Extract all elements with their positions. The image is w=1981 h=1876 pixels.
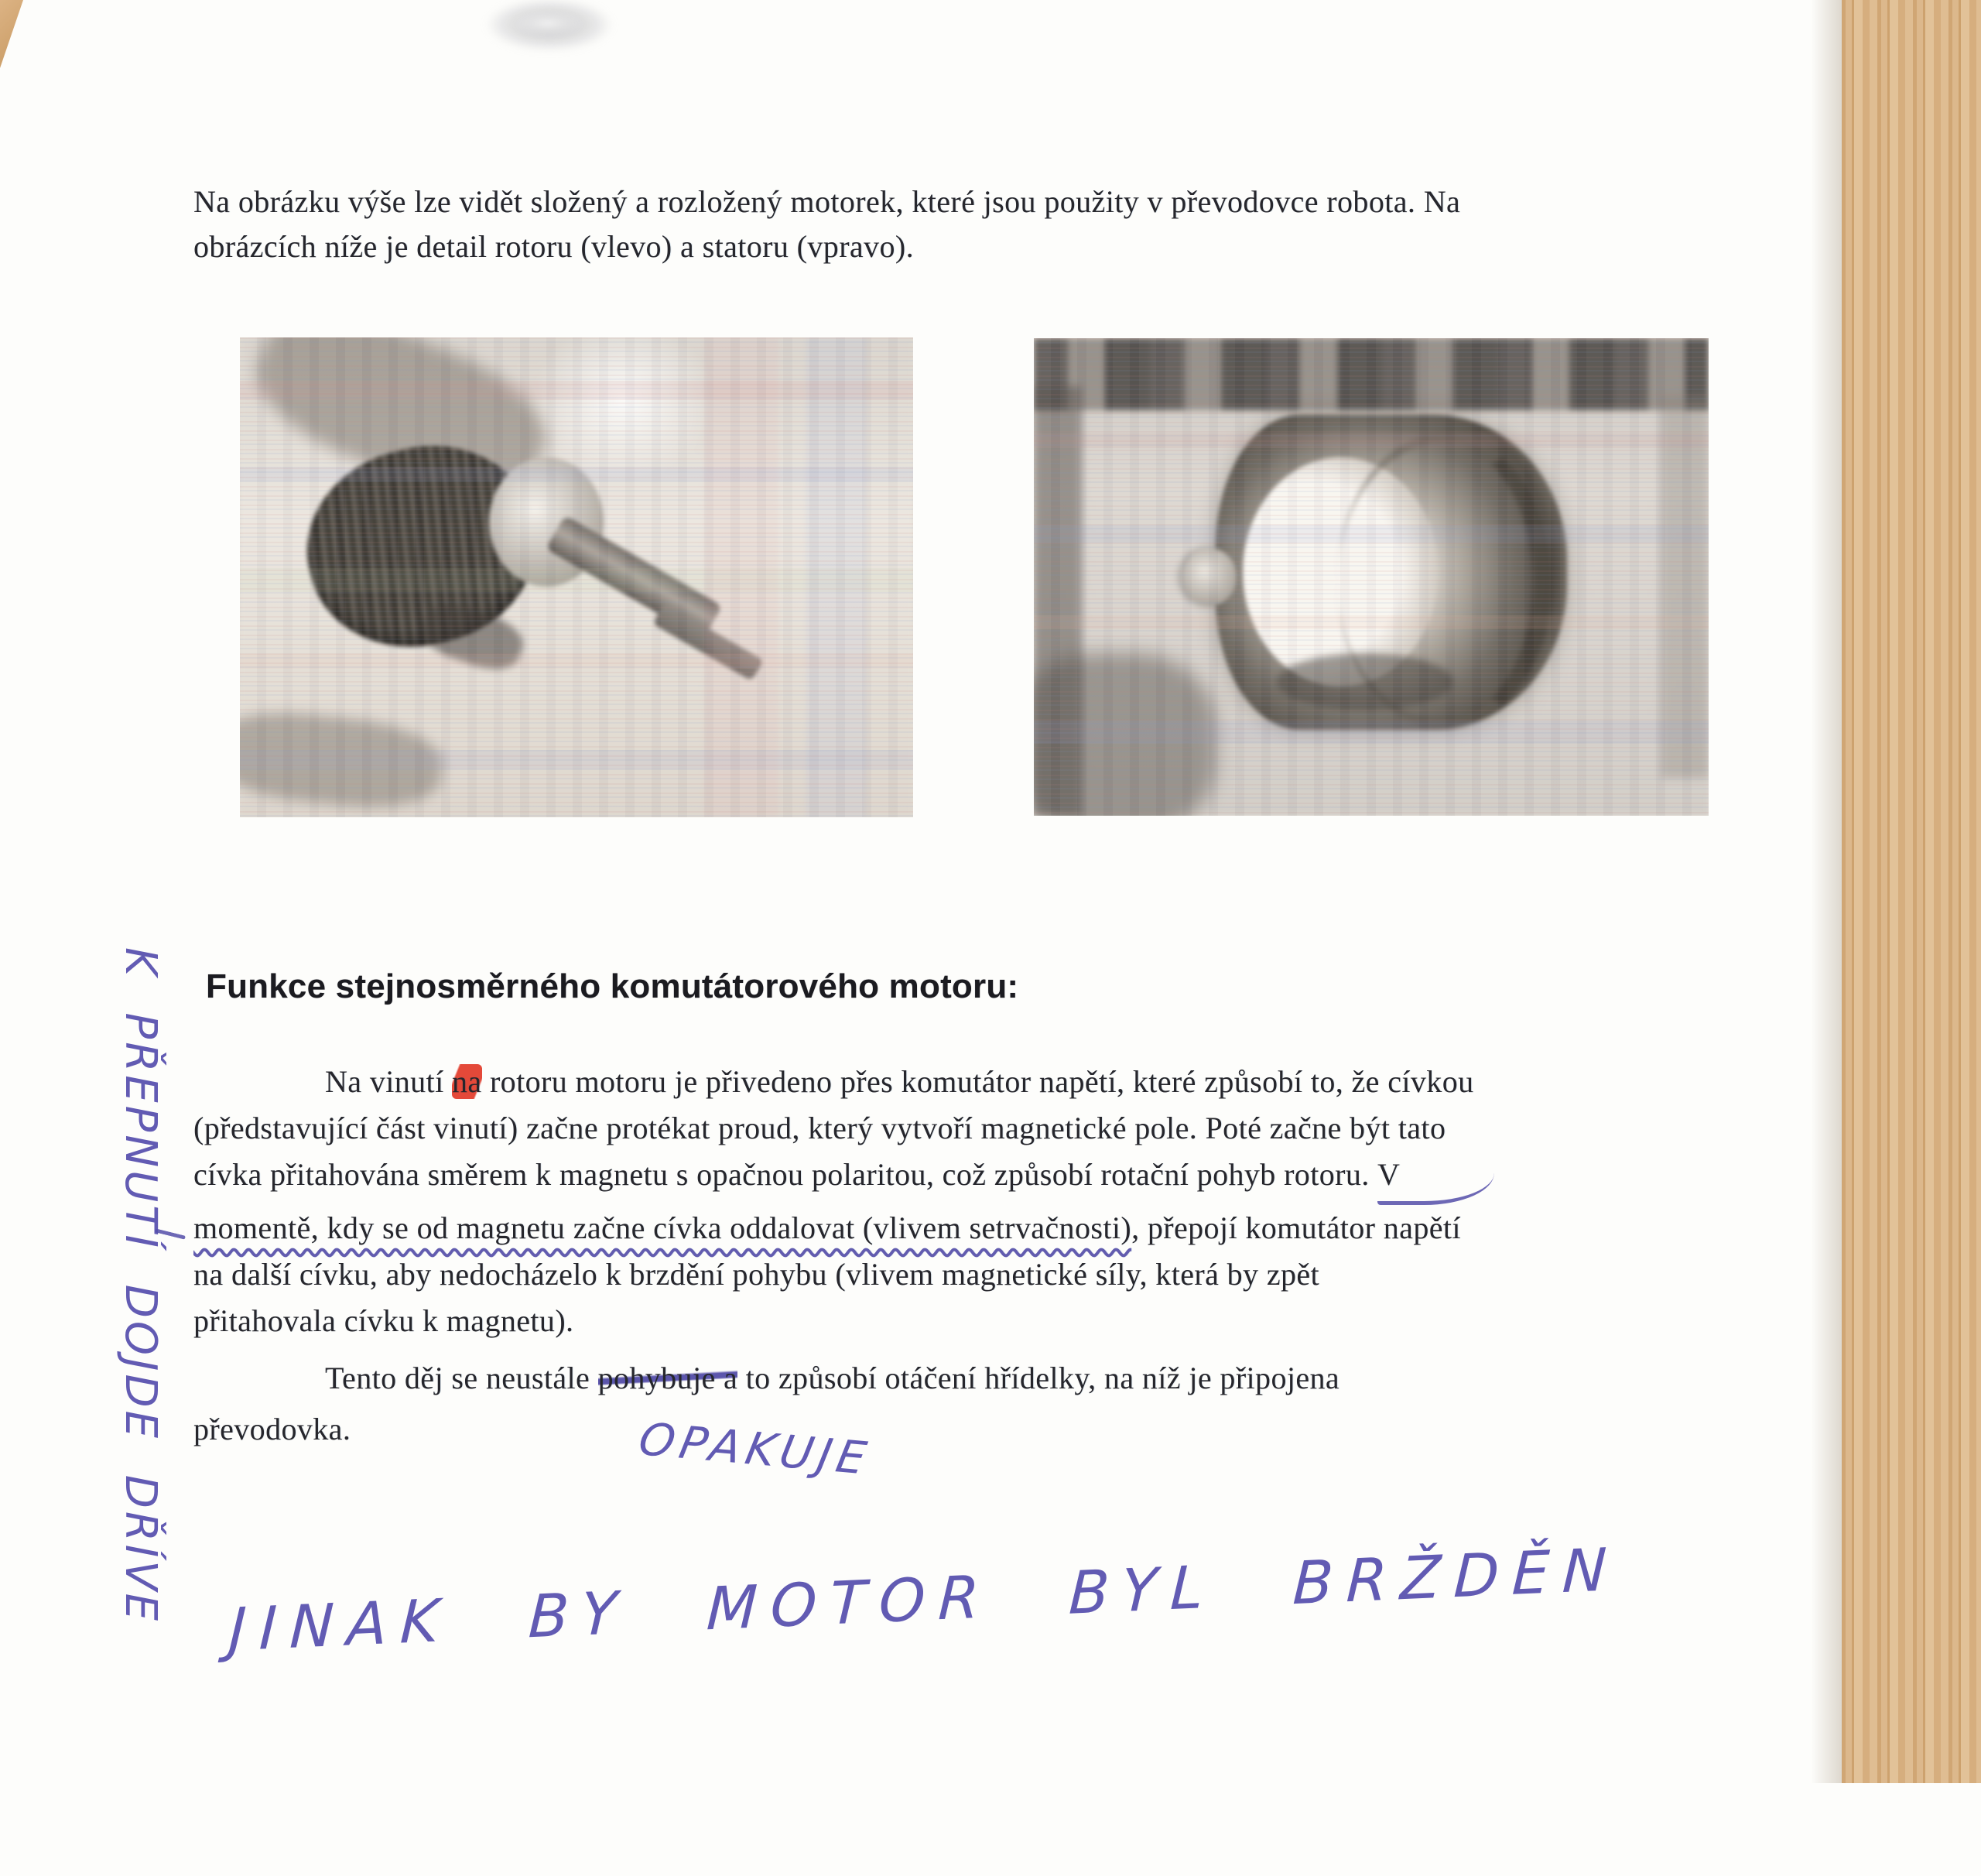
paper-edge-shadow <box>1811 0 1842 1783</box>
paragraph-line <box>193 1059 1772 1105</box>
handwritten-bottom-note: JINAK BY MOTOR BYL BRŽDĚN <box>227 1534 1621 1665</box>
scan-smudge-highlight <box>501 6 594 40</box>
repeat-paragraph <box>193 1353 1772 1455</box>
text-segment: Na vinutí <box>325 1064 452 1099</box>
paragraph-line: přitahovala cívku k magnetu). <box>193 1303 574 1338</box>
intro-line-1: Na obrázku výše lze vidět složený a rozložený motorek, které jsou použity v převodovce robota. Na <box>193 184 1461 219</box>
paragraph-line: na další cívku, aby nedocházelo k brzdění pohybu (vlivem magnetické síly, která by zpět <box>193 1257 1320 1292</box>
wood-desk-corner <box>0 0 23 68</box>
paragraph-line: převodovka. <box>193 1412 351 1446</box>
scanline-overlay <box>1034 338 1709 816</box>
intro-paragraph <box>193 180 1764 269</box>
paragraph-line <box>193 1205 1772 1251</box>
pen-underlined-text: momentě, kdy se od magnetu začne cívka oddalovat (vlivem setrvačnosti) <box>193 1210 1132 1245</box>
intro-line-2: obrázcích níže je detail rotoru (vlevo) a statoru (vpravo). <box>193 229 914 264</box>
stator-photo <box>1034 338 1709 816</box>
handwritten-margin-note: K PŘEPNUTÍ DOJDE DŘÍVE <box>115 947 166 1624</box>
pen-strikethrough-word: pohybuje a <box>597 1361 738 1395</box>
handwritten-correction: OPAKUJE <box>635 1412 876 1485</box>
paragraph-line: (představující část vinutí) začne protékat proud, který vytvoří magnetické pole. Poté začne být tato <box>193 1111 1446 1145</box>
red-marker-crossed-word: na <box>451 1064 482 1099</box>
text-segment: , přepojí komutátor napětí <box>1131 1210 1461 1245</box>
text-segment: rotoru motoru je přivedeno přes komutátor napětí, které způsobí to, že cívkou <box>481 1064 1474 1099</box>
function-paragraph <box>193 1059 1772 1344</box>
scanline-overlay <box>240 337 913 817</box>
pen-underline-start: V <box>1377 1152 1494 1205</box>
wood-desk-strip <box>1842 0 1981 1783</box>
paragraph-line <box>193 1152 1772 1205</box>
paragraph-line <box>193 1353 1772 1404</box>
text-segment: Tento děj se neustále <box>325 1361 598 1395</box>
section-heading: Funkce stejnosměrného komutátorového motoru: <box>206 967 1019 1005</box>
text-segment: cívka přitahována směrem k magnetu s opačnou polaritou, což způsobí rotační pohyb rotoru. <box>193 1157 1378 1192</box>
text-segment: to způsobí otáčení hřídelky, na níž je připojena <box>737 1361 1340 1395</box>
rotor-photo <box>240 337 913 817</box>
